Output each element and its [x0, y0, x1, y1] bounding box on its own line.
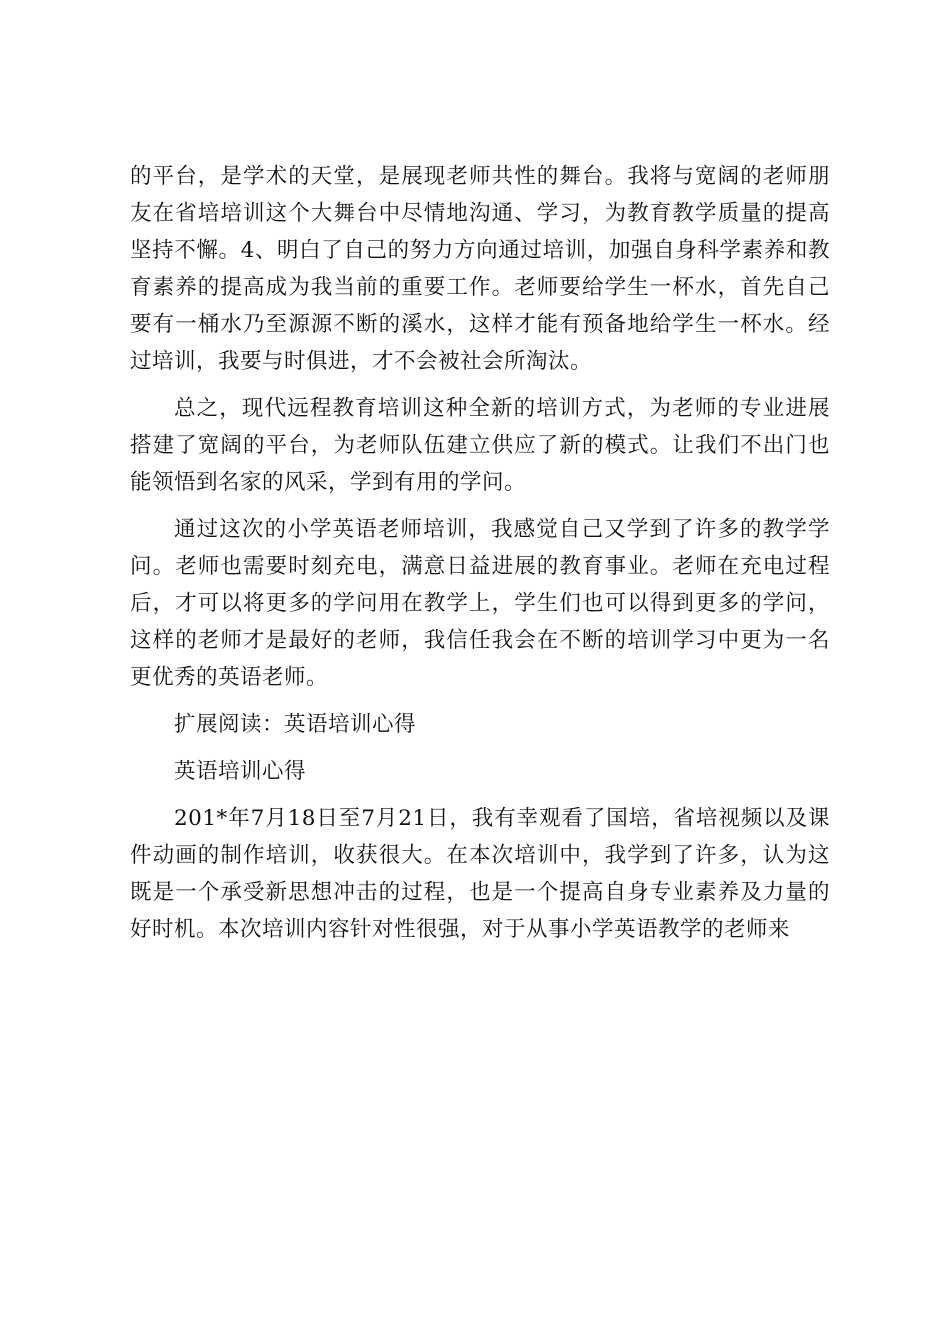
paragraph-continuation: 的平台，是学术的天堂，是展现老师共性的舞台。我将与宽阔的老师朋友在省培培训这个大舞台中尽情地沟通、学习，为教育教学质量的提高坚持不懈。4、明白了自己的努力方向通过培训，加强自身科学素养和教育素养的提高成为我当前的重要工作。老师要给学生一杯水，首先自己要有一桶水乃至源源不断的溪水，这样才能有预备地给学生一杯水。经过培训，我要与时俱进，才不会被社会所淘汰。 [130, 164, 830, 374]
paragraph-reflection: 通过这次的小学英语老师培训，我感觉自己又学到了许多的教学学问。老师也需要时刻充电，满意日益进展的教育事业。老师在充电过程后，才可以将更多的学问用在教学上，学生们也可以得到更多的学问，这样的老师才是最好的老师，我信任我会在不断的培训学习中更为一名更优秀的英语老师。 [130, 517, 830, 690]
paragraph-training-intro: 201*年7月18日至7月21日，我有幸观看了国培，省培视频以及课件动画的制作培训，收获很大。在本次培训中，我学到了许多，认为这既是一个承受新思想冲击的过程，也是一个提高自身专业素养及力量的好时机。本次培训内容针对性很强，对于从事小学英语教学的老师来 [130, 806, 830, 942]
extended-reading-heading: 扩展阅读：英语培训心得 [174, 712, 417, 737]
document-body [130, 158, 830, 948]
paragraph-summary: 总之，现代远程教育培训这种全新的培训方式，为老师的专业进展搭建了宽阔的平台，为老师队伍建立供应了新的模式。让我们不出门也能领悟到名家的风采，学到有用的学问。 [130, 396, 830, 495]
section-title: 英语培训心得 [174, 759, 307, 784]
